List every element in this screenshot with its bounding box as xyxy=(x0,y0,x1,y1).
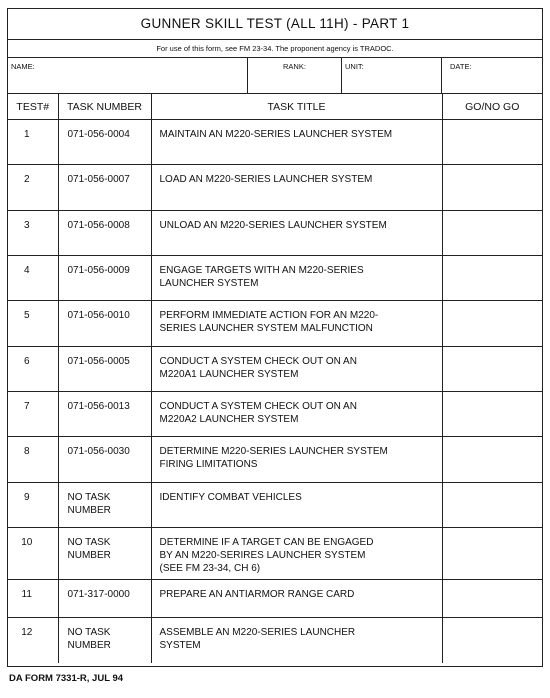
go-no-go-cell[interactable] xyxy=(442,347,542,392)
task-number-cell: NO TASK NUMBER xyxy=(58,618,151,663)
task-title-cell: ASSEMBLE AN M220-SERIES LAUNCHER SYSTEM xyxy=(151,618,442,663)
column-header-test: TEST# xyxy=(8,94,58,120)
table-row xyxy=(8,528,542,580)
gunner-skill-test-form xyxy=(7,8,543,667)
task-number-cell: 071-056-0030 xyxy=(58,437,151,483)
task-title-cell: ENGAGE TARGETS WITH AN M220-SERIES LAUNCHER SYSTEM xyxy=(151,256,442,301)
rank-field[interactable]: RANK: xyxy=(248,58,342,93)
soldier-info-row xyxy=(8,58,542,94)
column-header-task-title: TASK TITLE xyxy=(151,94,442,120)
task-number-cell: NO TASK NUMBER xyxy=(58,528,151,580)
task-rows xyxy=(8,120,542,663)
table-row xyxy=(8,392,542,437)
form-subtitle: For use of this form, see FM 23-34. The proponent agency is TRADOC. xyxy=(8,40,542,58)
task-title-cell: LOAD AN M220-SERIES LAUNCHER SYSTEM xyxy=(151,165,442,211)
go-no-go-cell[interactable] xyxy=(442,120,542,165)
go-no-go-cell[interactable] xyxy=(442,211,542,256)
table-row xyxy=(8,301,542,347)
form-number: DA FORM 7331-R, JUL 94 xyxy=(9,673,124,684)
task-number-cell: 071-056-0013 xyxy=(58,392,151,437)
task-number-cell: 071-056-0008 xyxy=(58,211,151,256)
go-no-go-cell[interactable] xyxy=(442,528,542,580)
task-number-cell: 071-317-0000 xyxy=(58,580,151,618)
test-number-cell: 11 xyxy=(21,589,32,600)
go-no-go-cell[interactable] xyxy=(442,165,542,211)
task-table xyxy=(8,94,542,663)
column-header-task-number: TASK NUMBER xyxy=(58,94,151,120)
task-number-cell: NO TASK NUMBER xyxy=(58,483,151,528)
test-number-cell: 1 xyxy=(23,129,30,140)
unit-field[interactable]: UNIT: xyxy=(342,58,442,93)
table-row xyxy=(8,165,542,211)
task-number-cell: 071-056-0004 xyxy=(58,120,151,165)
task-title-cell: IDENTIFY COMBAT VEHICLES xyxy=(151,483,442,528)
task-title-cell: DETERMINE M220-SERIES LAUNCHER SYSTEM FIRING LIMITATIONS xyxy=(151,437,442,483)
table-row xyxy=(8,437,542,483)
column-header-go-no-go: GO/NO GO xyxy=(442,94,542,120)
table-row xyxy=(8,483,542,528)
task-number-cell: 071-056-0009 xyxy=(58,256,151,301)
test-number-cell: 10 xyxy=(21,537,33,548)
task-title-cell: CONDUCT A SYSTEM CHECK OUT ON AN M220A1 LAUNCHER SYSTEM xyxy=(151,347,442,392)
test-number-cell: 5 xyxy=(23,310,30,321)
task-number-cell: 071-056-0010 xyxy=(58,301,151,347)
go-no-go-cell[interactable] xyxy=(442,392,542,437)
test-number-cell: 9 xyxy=(23,492,30,503)
table-row xyxy=(8,256,542,301)
go-no-go-cell[interactable] xyxy=(442,256,542,301)
go-no-go-cell[interactable] xyxy=(442,437,542,483)
go-no-go-cell[interactable] xyxy=(442,301,542,347)
form-title: GUNNER SKILL TEST (ALL 11H) - PART 1 xyxy=(8,9,542,40)
task-title-cell: PERFORM IMMEDIATE ACTION FOR AN M220- SERIES LAUNCHER SYSTEM MALFUNCTION xyxy=(151,301,442,347)
task-number-cell: 071-056-0005 xyxy=(58,347,151,392)
table-row xyxy=(8,580,542,618)
task-title-cell: MAINTAIN AN M220-SERIES LAUNCHER SYSTEM xyxy=(151,120,442,165)
table-row xyxy=(8,211,542,256)
task-title-cell: DETERMINE IF A TARGET CAN BE ENGAGED BY AN M220-SERIRES LAUNCHER SYSTEM (SEE FM 23-34, CH 6) xyxy=(151,528,442,580)
task-title-cell: CONDUCT A SYSTEM CHECK OUT ON AN M220A2 LAUNCHER SYSTEM xyxy=(151,392,442,437)
table-row xyxy=(8,347,542,392)
go-no-go-cell[interactable] xyxy=(442,580,542,618)
test-number-cell: 3 xyxy=(23,220,30,231)
task-number-cell: 071-056-0007 xyxy=(58,165,151,211)
test-number-cell: 6 xyxy=(23,356,30,367)
test-number-cell: 8 xyxy=(23,446,30,457)
test-number-cell: 4 xyxy=(23,265,30,276)
task-title-cell: PREPARE AN ANTIARMOR RANGE CARD xyxy=(151,580,442,618)
name-field[interactable]: NAME: xyxy=(8,58,248,93)
date-field[interactable]: DATE: xyxy=(450,62,472,71)
go-no-go-cell[interactable] xyxy=(442,483,542,528)
task-title-cell: UNLOAD AN M220-SERIES LAUNCHER SYSTEM xyxy=(151,211,442,256)
table-row xyxy=(8,120,542,165)
test-number-cell: 2 xyxy=(23,174,30,185)
table-row xyxy=(8,618,542,663)
test-number-cell: 12 xyxy=(21,627,33,638)
go-no-go-cell[interactable] xyxy=(442,618,542,663)
test-number-cell: 7 xyxy=(23,401,30,412)
